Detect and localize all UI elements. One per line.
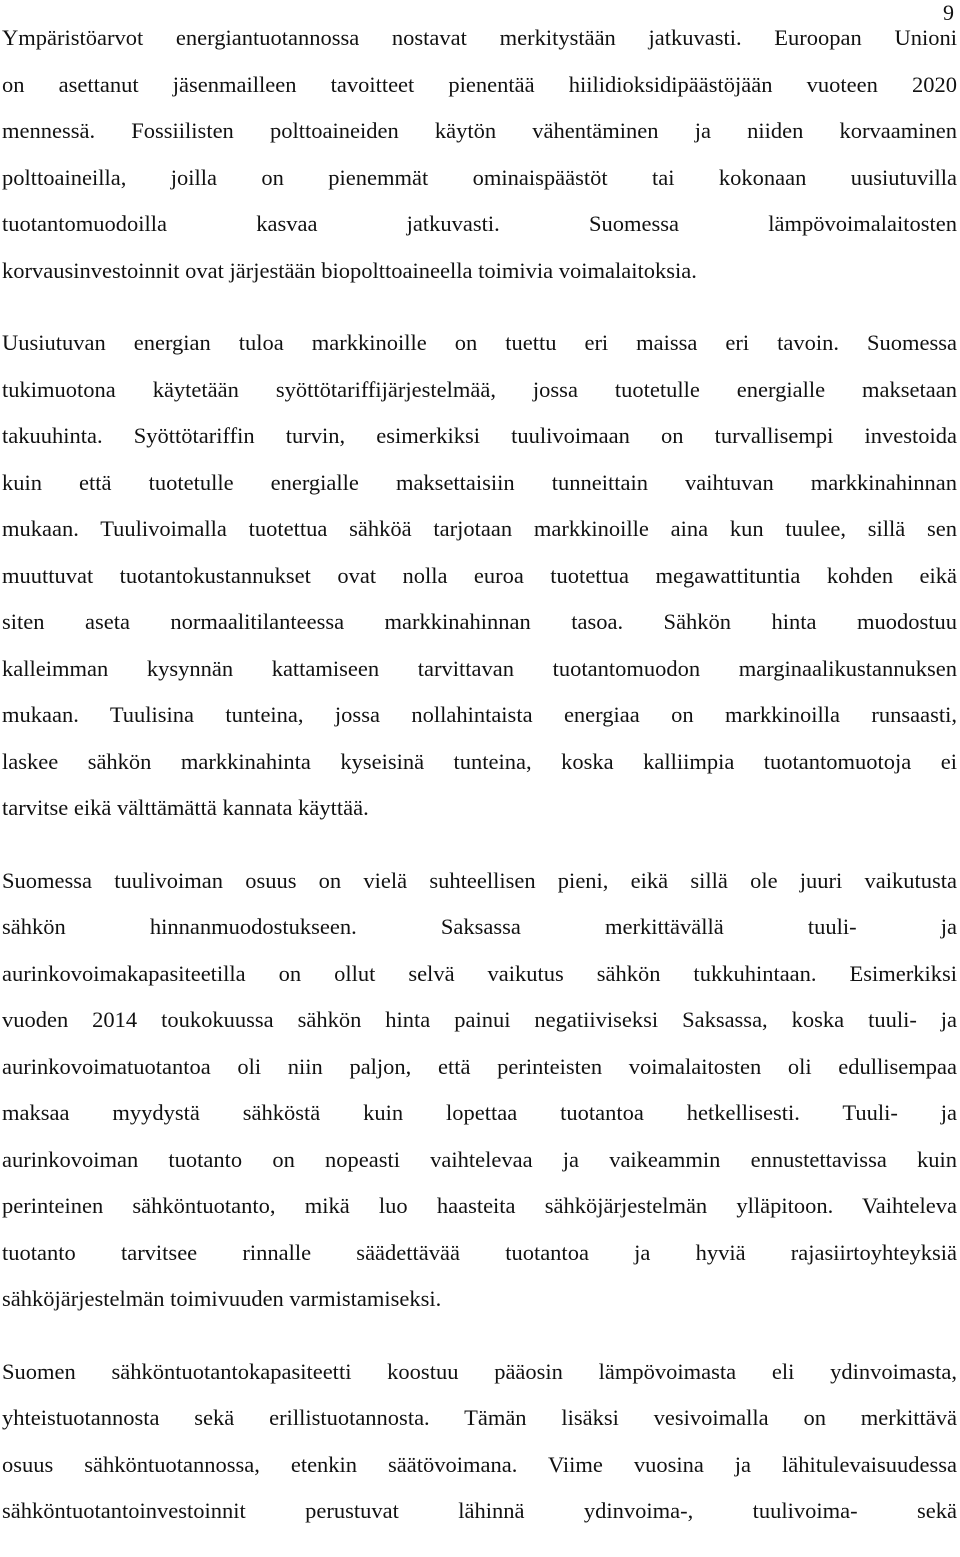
paragraph-environment-values [2,15,957,294]
text-line: kalleimman kysynnän kattamiseen tarvittavan tuotantomuodon marginaalikustannuksen [2,655,957,681]
text-line: aurinkovoimakapasiteetilla on ollut selvä vaikutus sähkön tukkuhintaan. Esimerkiksi [2,960,957,986]
text-line: Ympäristöarvot energiantuotannossa nostavat merkitystään jatkuvasti. Euroopan Unioni [2,25,957,50]
text-line: tuotanto tarvitsee rinnalle säädettävää tuotantoa ja hyviä rajasiirtoyhteyksiä [2,1239,957,1265]
text-line: muuttuvat tuotantokustannukset ovat nolla euroa tuotettua megawattituntia kohden eikä [2,562,957,588]
text-line: aurinkovoiman tuotanto on nopeasti vaihtelevaa ja vaikeammin ennustettavissa kuin [2,1146,957,1172]
text-line: mukaan. Tuulivoimalla tuotettua sähköä tarjotaan markkinoille aina kun tuulee, sillä sen [2,516,957,541]
text-line: osuus sähköntuotannossa, etenkin säätövoimana. Viime vuosina ja lähitulevaisuudessa [2,1451,957,1477]
text-line: on asettanut jäsenmailleen tavoitteet pienentää hiilidioksidipäästöjään vuoteen 2020 [2,71,957,97]
text-line: perinteinen sähköntuotanto, mikä luo haasteita sähköjärjestelmän ylläpitoon. Vaihteleva [2,1193,957,1218]
paragraph-production-capacity [2,1349,957,1535]
text-line: laskee sähkön markkinahinta kyseisinä tunteina, koska kalliimpia tuotantomuotoja ei [2,748,957,774]
text-line: sähköntuotantoinvestoinnit perustuvat lähinnä ydinvoima-, tuulivoima- sekä [2,1498,957,1523]
text-line: korvausinvestoinnit ovat järjestään biopolttoaineella toimivia voimalaitoksia. [2,257,697,283]
paragraph-renewable-support [2,320,957,832]
document-body [2,15,957,1535]
text-line: vuoden 2014 toukokuussa sähkön hinta painui negatiiviseksi Saksassa, koska tuuli- ja [2,1007,957,1032]
text-line: sähköjärjestelmän toimivuuden varmistamiseksi. [2,1286,442,1311]
paragraph-spacer [2,294,957,320]
page-number: 9 [943,0,954,25]
text-line: tarvitse eikä välttämättä kannata käyttää. [2,795,369,820]
text-line: takuuhinta. Syöttötariffin turvin, esimerkiksi tuulivoimaan on turvallisempi investoida [2,423,957,448]
text-line: maksaa myydystä sähköstä kuin lopettaa tuotantoa hetkellisesti. Tuuli- ja [2,1100,957,1125]
text-line: kuin että tuotetulle energialle maksettaisiin tunneittain vaihtuvan markkinahinnan [2,469,957,495]
text-line: mukaan. Tuulisina tunteina, jossa nollahintaista energiaa on markkinoilla runsaasti, [2,702,957,727]
paragraph-wind-power-share [2,858,957,1323]
text-line: sähkön hinnanmuodostukseen. Saksassa merkittävällä tuuli- ja [2,914,957,939]
text-line: tuotantomuodoilla kasvaa jatkuvasti. Suomessa lämpövoimalaitosten [2,211,957,236]
paragraph-spacer [2,1323,957,1349]
text-line: aurinkovoimatuotantoa oli niin paljon, että perinteisten voimalaitosten oli edullisempaa [2,1053,957,1079]
text-line: Suomen sähköntuotantokapasiteetti koostuu pääosin lämpövoimasta eli ydinvoimasta, [2,1358,957,1384]
text-line: Suomessa tuulivoiman osuus on vielä suhteellisen pieni, eikä sillä ole juuri vaikutusta [2,867,957,893]
text-line: siten aseta normaalitilanteessa markkinahinnan tasoa. Sähkön hinta muodostuu [2,609,957,634]
text-line: yhteistuotannosta sekä erillistuotannosta. Tämän lisäksi vesivoimalla on merkittävä [2,1405,957,1430]
text-line: mennessä. Fossiilisten polttoaineiden käytön vähentäminen ja niiden korvaaminen [2,118,957,143]
text-line: Uusiutuvan energian tuloa markkinoille on tuettu eri maissa eri tavoin. Suomessa [2,330,957,355]
text-line: polttoaineilla, joilla on pienemmät ominaispäästöt tai kokonaan uusiutuvilla [2,164,957,190]
paragraph-spacer [2,832,957,858]
text-line: tukimuotona käytetään syöttötariffijärjestelmää, jossa tuotetulle energialle maksetaan [2,376,957,402]
